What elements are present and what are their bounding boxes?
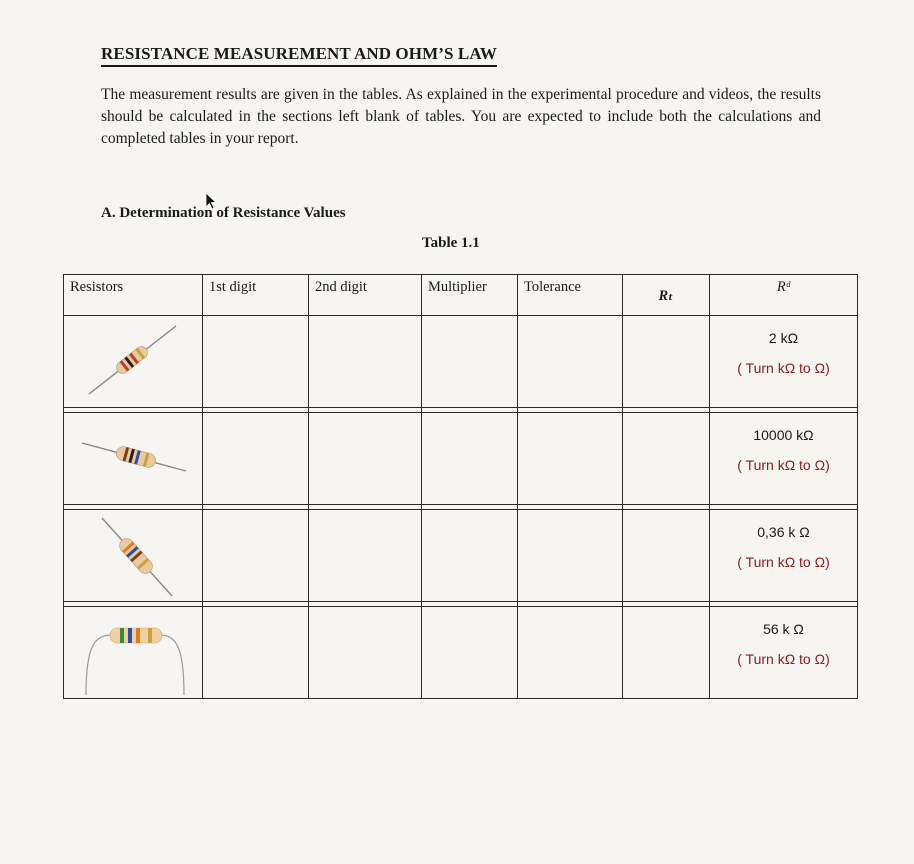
rt-cell[interactable] <box>623 413 710 505</box>
resistor-image-cell <box>64 316 203 408</box>
rd-value: 56 k Ω <box>763 621 804 637</box>
header-tolerance: Tolerance <box>518 275 623 316</box>
tolerance-cell[interactable] <box>518 510 623 602</box>
multiplier-cell[interactable] <box>422 607 518 699</box>
table-row <box>64 413 858 505</box>
section-heading: A. Determination of Resistance Values <box>101 205 346 221</box>
tolerance-cell[interactable] <box>518 316 623 408</box>
header-resistors: Resistors <box>64 275 203 316</box>
digit2-cell[interactable] <box>309 316 422 408</box>
header-1st-digit: 1st digit <box>203 275 309 316</box>
resistance-table <box>63 274 858 699</box>
digit1-cell[interactable] <box>203 510 309 602</box>
multiplier-cell[interactable] <box>422 316 518 408</box>
rd-cell <box>710 607 858 699</box>
multiplier-cell[interactable] <box>422 413 518 505</box>
table-caption: Table 1.1 <box>422 235 480 251</box>
rd-cell <box>710 413 858 505</box>
digit1-cell[interactable] <box>203 413 309 505</box>
digit2-cell[interactable] <box>309 413 422 505</box>
header-2nd-digit: 2nd digit <box>309 275 422 316</box>
resistor-image-cell <box>64 413 203 505</box>
rd-value: 2 kΩ <box>768 330 799 346</box>
resistor-icon <box>64 607 203 698</box>
digit2-cell[interactable] <box>309 510 422 602</box>
digit1-cell[interactable] <box>203 316 309 408</box>
resistor-image-cell <box>64 607 203 699</box>
intro-paragraph: The measurement results are given in the tables. As explained in the experimental procedure and videos, the results should be calculated in the sections left blank of tables. You are expected to include both the calculations and completed tables in your report. <box>101 86 821 147</box>
resistor-image-cell <box>64 510 203 602</box>
rd-value: 0,36 k Ω <box>757 524 810 540</box>
rd-note: ( Turn kΩ to Ω) <box>737 651 830 667</box>
rd-cell <box>710 510 858 602</box>
table-row <box>64 510 858 602</box>
table-header-row <box>64 275 858 316</box>
rd-note: ( Turn kΩ to Ω) <box>737 554 830 570</box>
rd-note: ( Turn kΩ to Ω) <box>737 360 830 376</box>
document-title: RESISTANCE MEASUREMENT AND OHM’S LAW <box>101 44 497 67</box>
table-row <box>64 316 858 408</box>
resistor-icon <box>64 316 203 407</box>
multiplier-cell[interactable] <box>422 510 518 602</box>
header-multiplier: Multiplier <box>422 275 518 316</box>
rd-note: ( Turn kΩ to Ω) <box>737 457 830 473</box>
digit1-cell[interactable] <box>203 607 309 699</box>
header-rd: Rᵈ <box>710 275 858 316</box>
tolerance-cell[interactable] <box>518 413 623 505</box>
rd-value: 10000 kΩ <box>753 427 814 443</box>
table-row <box>64 607 858 699</box>
rd-cell <box>710 316 858 408</box>
rt-cell[interactable] <box>623 316 710 408</box>
resistor-icon <box>64 413 203 504</box>
tolerance-cell[interactable] <box>518 607 623 699</box>
digit2-cell[interactable] <box>309 607 422 699</box>
rt-cell[interactable] <box>623 607 710 699</box>
header-rt: Rₜ <box>623 275 710 316</box>
rt-cell[interactable] <box>623 510 710 602</box>
resistor-icon <box>64 510 203 601</box>
